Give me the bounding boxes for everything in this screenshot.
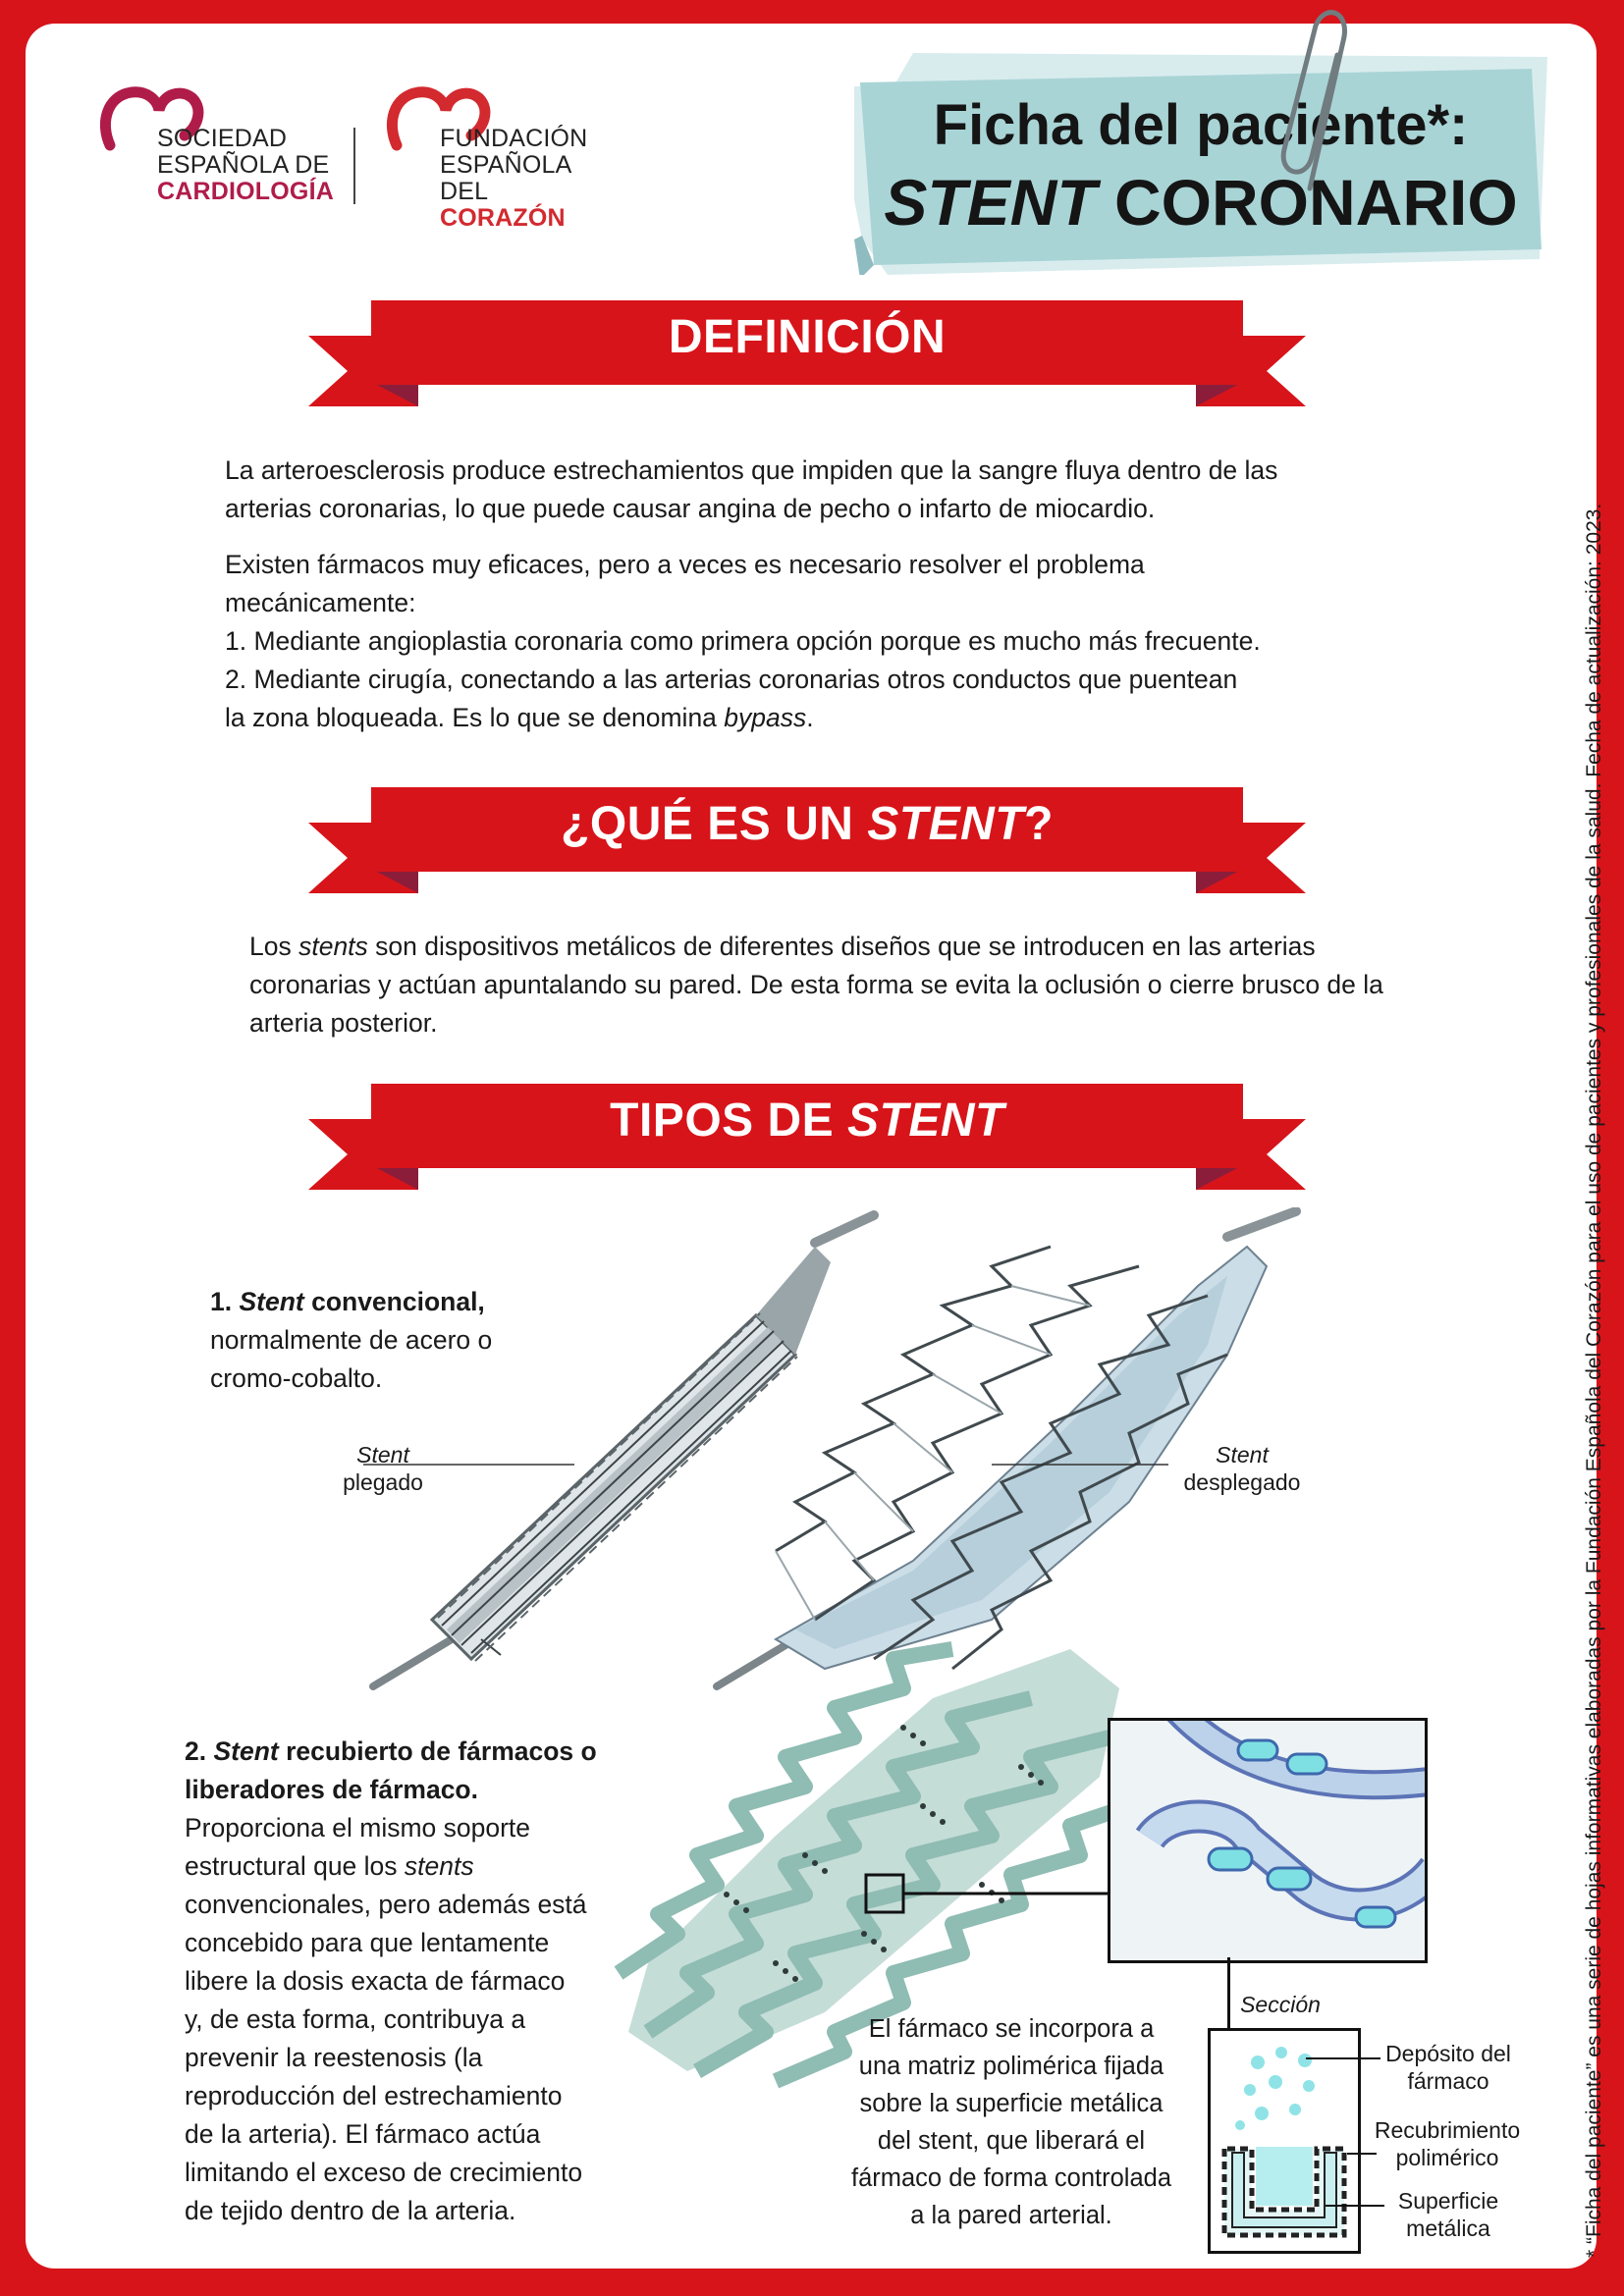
tipo2-d4: concebido para que lentamente: [185, 1928, 550, 1957]
definicion-text: [225, 452, 1354, 737]
farmaco-l3: sobre la superficie metálica: [859, 2090, 1164, 2117]
definicion-p2-line3: 2. Mediante cirugía, conectando a las arterias coronarias otros conductos que puentean: [225, 665, 1238, 694]
banner-definicion-text: DEFINICIÓN: [668, 311, 947, 363]
sec-line2: ESPAÑOLA DE: [157, 151, 330, 179]
definicion-p1: La arteroesclerosis produce estrechamientos que impiden que la sangre fluya dentro de las arterias coronarias, lo que puede causar angina de pecho o infarto de miocardio.: [225, 455, 1278, 523]
tipo1-desc2: cromo-cobalto.: [210, 1363, 383, 1393]
title-line1: Ficha del paciente*:: [933, 93, 1469, 157]
section-diagram: [1208, 2028, 1361, 2254]
fec-logo: [385, 84, 621, 232]
tipo2-title-line2: liberadores de fármaco.: [185, 1775, 478, 1804]
tipo2-d10: limitando el exceso de crecimiento: [185, 2158, 583, 2187]
paperclip-icon: [1280, 2, 1363, 198]
recubrimiento-label: Recubrimiento polimérico: [1374, 2117, 1521, 2170]
sec-line3: CARDIOLOGÍA: [157, 178, 334, 205]
title-box: [854, 43, 1547, 275]
title-line2: STENT CORONARIO: [884, 166, 1518, 239]
seccion-label: Sección: [1240, 1992, 1321, 2017]
tipo2-d2: estructural que los stents: [185, 1851, 474, 1881]
deposito-label: Depósito del fármaco: [1385, 2041, 1511, 2094]
fec-line1: FUNDACIÓN: [440, 125, 588, 152]
banner-que-es: [308, 787, 1306, 897]
farmaco-l2: una matriz polimérica fijada: [858, 2053, 1164, 2080]
zoom-inset-drawing: [1110, 1721, 1425, 1960]
tipo2-d3: convencionales, pero además está: [185, 1890, 587, 1919]
farmaco-l1: El fármaco se incorpora a: [868, 2015, 1155, 2043]
tipo2-d5: libere la dosis exacta de fármaco: [185, 1966, 566, 1996]
tipo2-d1: Proporciona el mismo soporte: [185, 1813, 531, 1842]
que-es-p: Los stents son dispositivos metálicos de diferentes diseños que se introducen en las arterias coronarias y actúan apuntalando su pared. De esta forma se evita la oclusión o cierre brusco de la arteria posterior.: [249, 932, 1383, 1038]
label-stent-desplegado: Stent desplegado: [1183, 1442, 1301, 1495]
tipo2-d9: de la arteria). El fármaco actúa: [185, 2119, 541, 2149]
side-note: * “Ficha del paciente” es una serie de hojas informativas elaboradas por la Fundación Española del Corazón para el uso de pacientes y profesionales de la salud. Fecha de actualización: 2023.: [1583, 503, 1605, 2258]
section-drawing: [1211, 2031, 1358, 2251]
sec-logo: [98, 84, 334, 212]
farmaco-l4: del stent, que liberará el: [877, 2127, 1146, 2155]
tipo1-title: 1. Stent convencional,: [210, 1287, 485, 1316]
tipo2-d11: de tejido dentro de la arteria.: [185, 2196, 516, 2225]
farmaco-l6: a la pared arterial.: [910, 2202, 1112, 2229]
definicion-p2-line2: 1. Mediante angioplastia coronaria como primera opción porque es mucho más frecuente.: [225, 626, 1261, 656]
banner-definicion: [308, 300, 1306, 410]
definicion-p2-line1: Existen fármacos muy eficaces, pero a veces es necesario resolver el problema mecánicamente:: [225, 550, 1145, 617]
sec-line1: SOCIEDAD: [157, 125, 288, 152]
banner-tipos: [308, 1084, 1306, 1194]
tipo2-d7: prevenir la reestenosis (la: [185, 2043, 483, 2072]
banner-que-es-text: ¿QUÉ ES UN STENT?: [561, 798, 1054, 850]
tipo1-desc1: normalmente de acero o: [210, 1325, 493, 1355]
banner-tipos-text: TIPOS DE STENT: [610, 1095, 1004, 1147]
label-stent-plegado: Stent plegado: [343, 1442, 423, 1495]
farmaco-text: [805, 2010, 1218, 2234]
definicion-p2-line4: la zona bloqueada. Es lo que se denomina bypass.: [225, 703, 814, 732]
tipo2-title: 2. Stent recubierto de fármacos o: [185, 1736, 597, 1766]
logo-divider: [353, 128, 355, 204]
que-es-text: [249, 928, 1428, 1042]
superficie-label: Superficie metálica: [1397, 2188, 1499, 2241]
tipo2-d8: reproducción del estrechamiento: [185, 2081, 563, 2110]
tipo2-d6: y, de esta forma, contribuya a: [185, 2004, 526, 2034]
fec-line3: CORAZÓN: [440, 204, 566, 232]
farmaco-l5: fármaco de forma controlada: [851, 2164, 1171, 2192]
tipo2-text: [185, 1733, 636, 2230]
zoom-inset: [1108, 1718, 1428, 1963]
title-box-shape: [854, 43, 1547, 275]
fec-line2: ESPAÑOLA DEL: [440, 151, 571, 205]
